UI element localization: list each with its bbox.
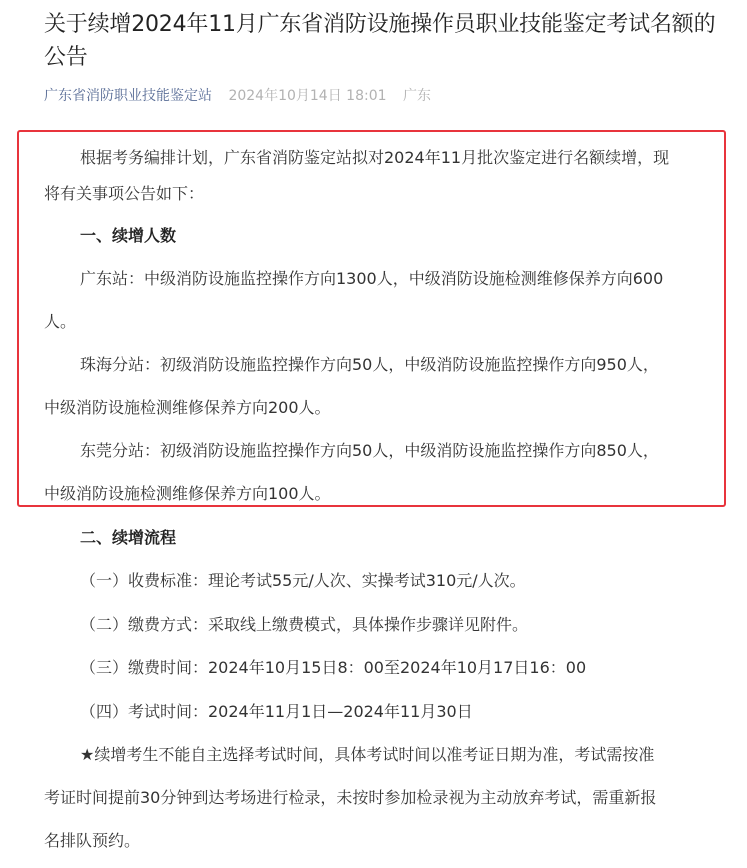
zhuhai-quota-line-2: 中级消防设施检测维修保养方向200人。	[44, 398, 331, 417]
article-title: 关于续增2024年11月广东省消防设施操作员职业技能鉴定考试名额的公告	[44, 12, 716, 70]
dongguan-quota-line-2: 中级消防设施检测维修保养方向100人。	[44, 484, 331, 503]
note-line-1: ★续增考生不能自主选择考试时间，具体考试时间以准考证日期为准，考试需按准	[80, 745, 655, 764]
exam-time: （四）考试时间：2024年11月1日—2024年11月30日	[80, 702, 473, 721]
guangdong-quota-line-2: 人。	[44, 312, 77, 331]
guangdong-quota-line-1: 广东站：中级消防设施监控操作方向1300人，中级消防设施检测维修保养方向600	[80, 269, 664, 288]
section-2-heading: 二、续增流程	[80, 528, 177, 547]
author-link[interactable]: 广东省消防职业技能鉴定站	[44, 88, 212, 104]
zhuhai-quota-line-1: 珠海分站：初级消防设施监控操作方向50人，中级消防设施监控操作方向950人，	[80, 355, 659, 374]
article-meta	[44, 85, 431, 107]
payment-method: （二）缴费方式：采取线上缴费模式，具体操作步骤详见附件。	[80, 615, 529, 634]
intro-line-1: 根据考务编排计划，广东省消防鉴定站拟对2024年11月批次鉴定进行名额续增，现	[80, 148, 670, 167]
intro-line-2: 将有关事项公告如下：	[44, 184, 205, 203]
publish-region: 广东	[402, 88, 431, 104]
payment-time: （三）缴费时间：2024年10月15日8：00至2024年10月17日16：00	[80, 658, 587, 677]
note-line-2: 考证时间提前30分钟到达考场进行检录，未按时参加检录视为主动放弃考试，需重新报	[44, 788, 657, 807]
note-line-3: 名排队预约。	[44, 831, 141, 850]
publish-date: 2024年10月14日 18:01	[228, 88, 387, 104]
dongguan-quota-line-1: 东莞分站：初级消防设施监控操作方向50人，中级消防设施监控操作方向850人，	[80, 441, 659, 460]
section-1-heading: 一、续增人数	[80, 226, 177, 245]
fee-standard: （一）收费标准：理论考试55元/人次、实操考试310元/人次。	[80, 571, 526, 590]
